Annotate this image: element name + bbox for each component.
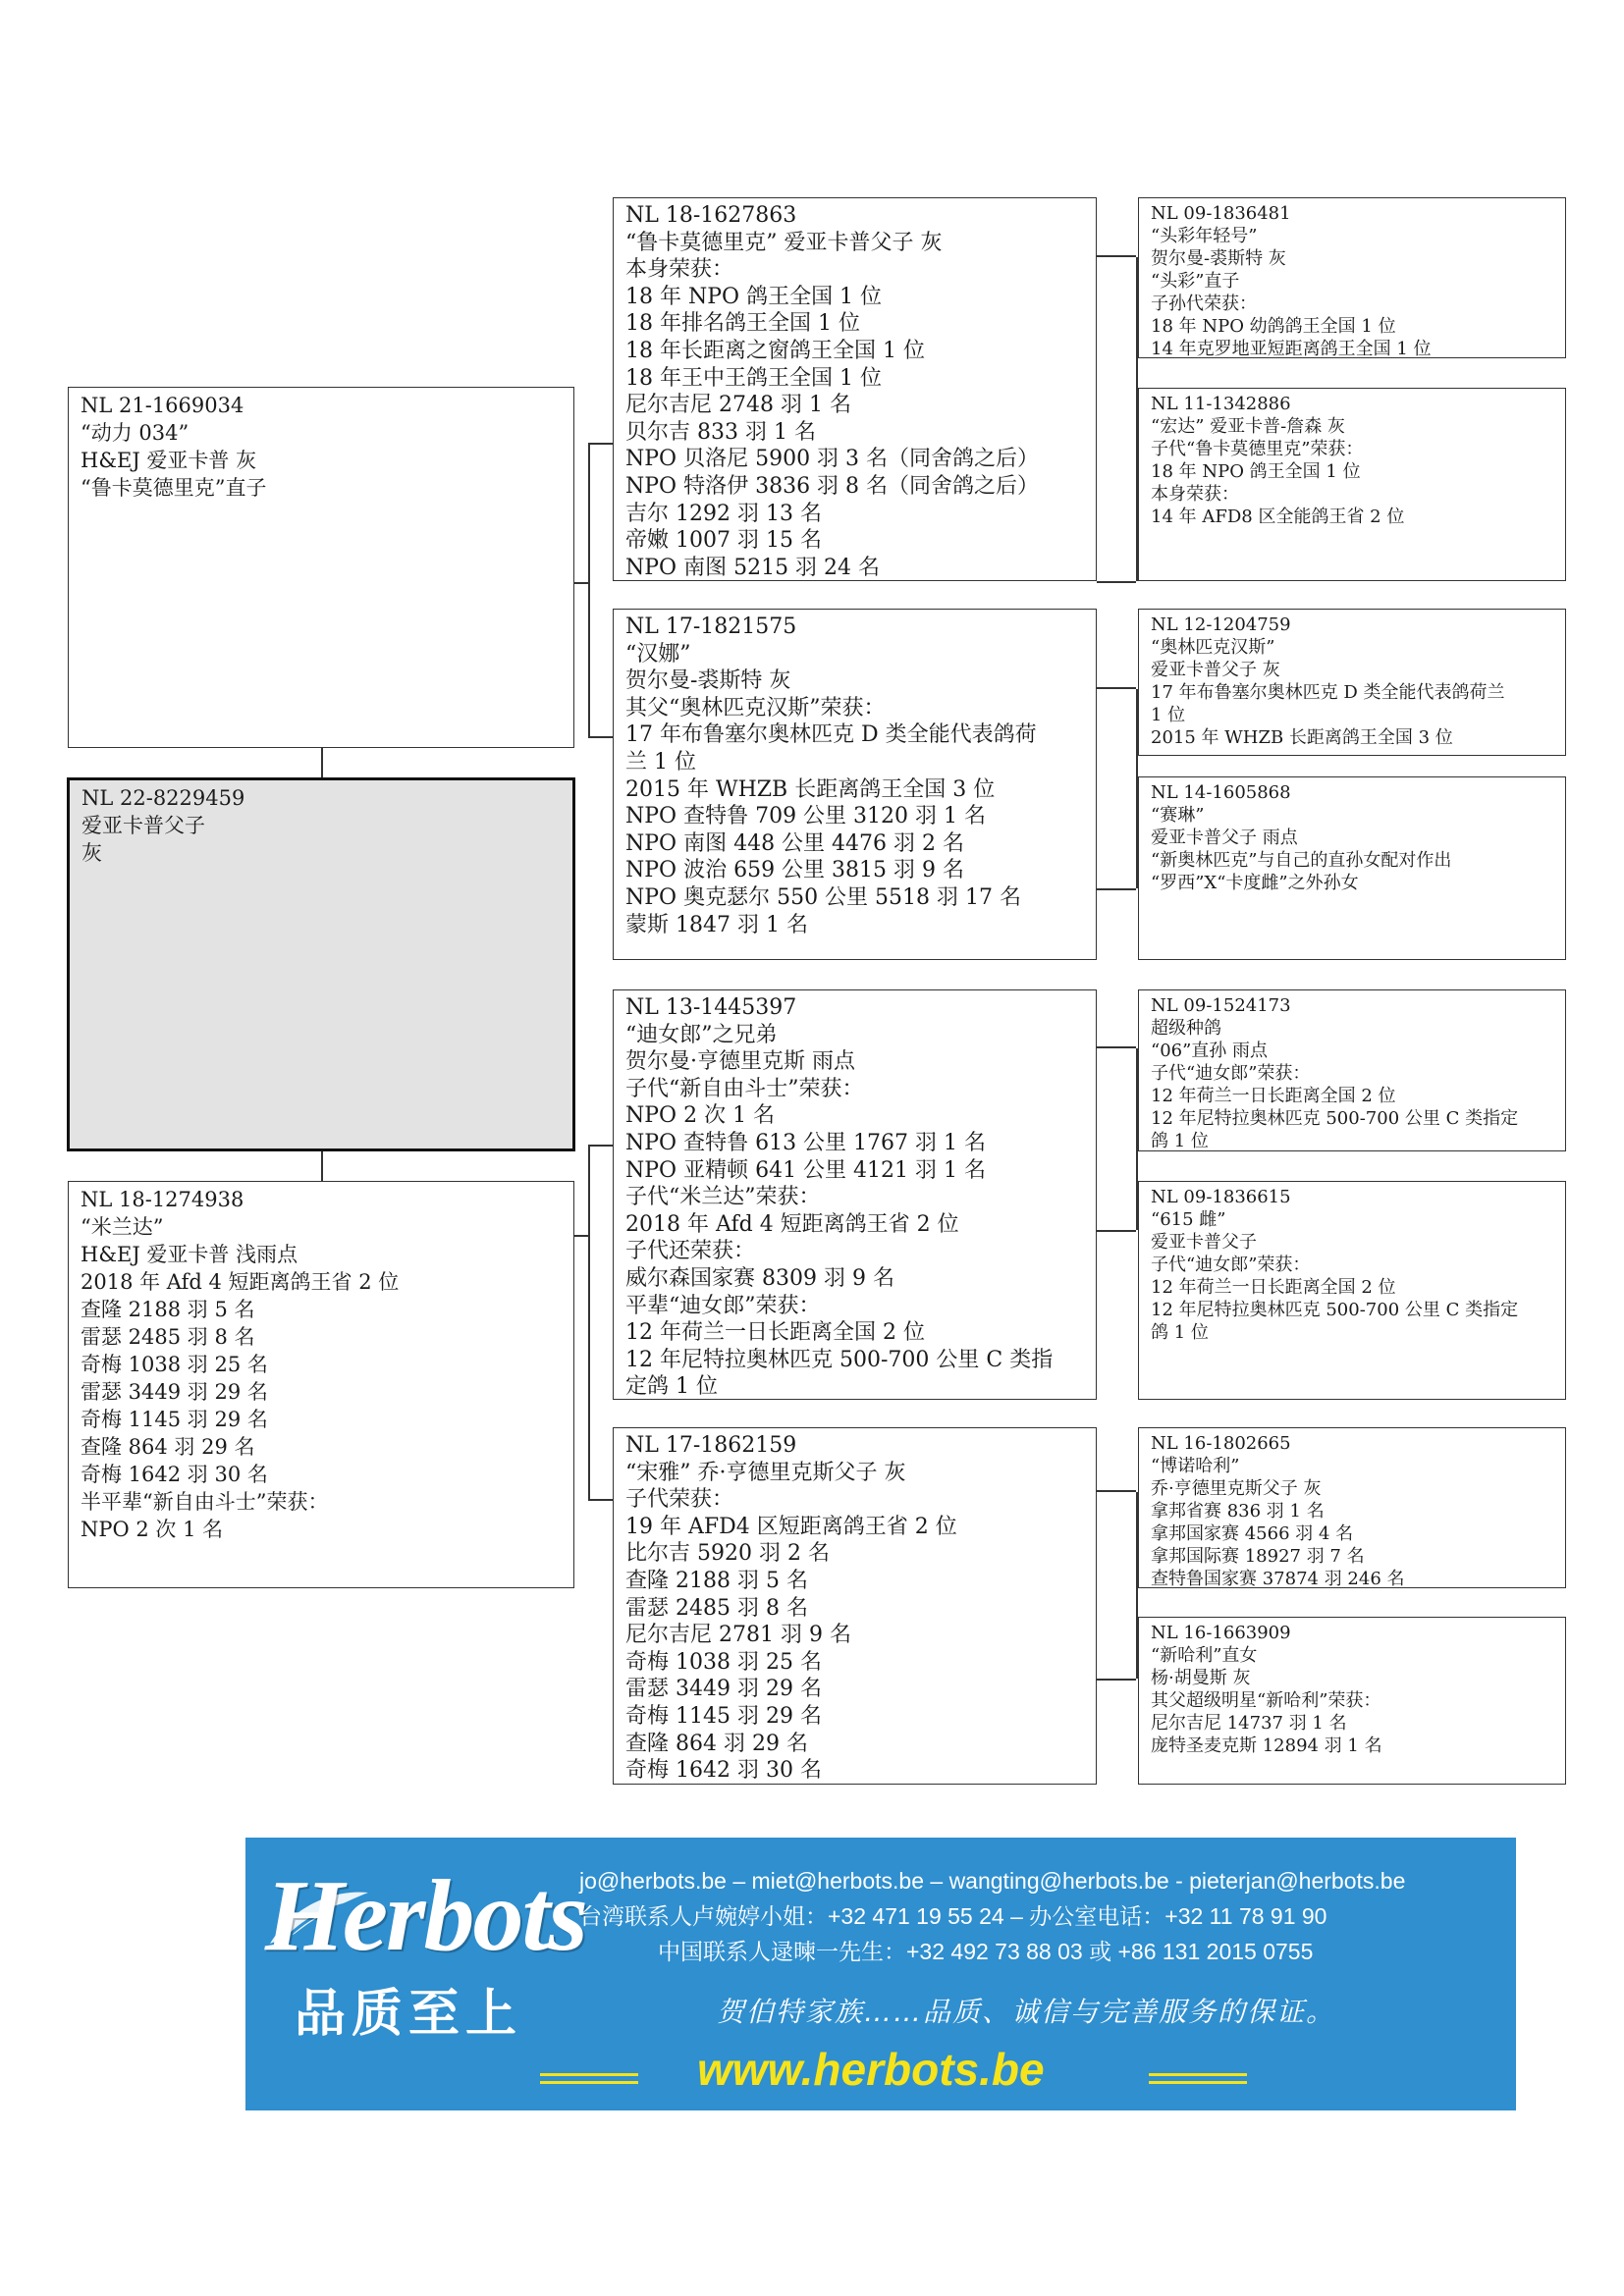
pedigree-line: 贝尔吉 833 羽 1 名	[625, 419, 816, 445]
pedigree-line: “米兰达”	[81, 1215, 164, 1239]
connector-g2c-h	[1097, 1046, 1136, 1048]
pedigree-line: 定鸽 1 位	[625, 1374, 718, 1400]
pedigree-line: 子代还荣获：	[625, 1239, 756, 1264]
pedigree-line: 子代荣获：	[625, 1487, 734, 1513]
pedigree-line: 奇梅 1145 羽 29 名	[81, 1408, 268, 1431]
pedigree-line: 奇梅 1642 羽 30 名	[625, 1758, 822, 1784]
pedigree-line: 爱亚卡普父子	[81, 814, 205, 837]
pedigree-line: “宋雅” 乔·亨德里克斯父子 灰	[625, 1460, 906, 1485]
pedigree-line: “动力 034”	[81, 421, 189, 445]
pedigree-line: “迪女郎”之兄弟	[625, 1022, 778, 1047]
pedigree-line: 2018 年 Afd 4 短距离鸽王省 2 位	[625, 1211, 959, 1237]
pedigree-line: 爱亚卡普父子 灰	[1151, 660, 1280, 680]
pedigree-line: 杨·胡曼斯 灰	[1151, 1668, 1251, 1688]
connector-dam-stub	[574, 1235, 588, 1237]
pedigree-line: 14 年 AFD8 区全能鸽王省 2 位	[1151, 507, 1405, 527]
pedigree-line: “博诺哈利”	[1151, 1456, 1240, 1476]
pedigree-line: NL 17-1862159	[625, 1433, 797, 1458]
pedigree-line: 贺尔曼-裘斯特 灰	[625, 668, 791, 694]
pedigree-line: 18 年 NPO 幼鸽鸽王全国 1 位	[1151, 316, 1396, 337]
herbots-footer-banner	[245, 1838, 1516, 2110]
pedigree-line: NPO 南图 5215 羽 24 名	[625, 555, 881, 580]
pedigree-line: 尼尔吉尼 2781 羽 9 名	[625, 1623, 851, 1648]
pedigree-line: NL 09-1836481	[1151, 203, 1291, 224]
pedigree-line: 2015 年 WHZB 长距离鸽王全国 3 位	[1151, 727, 1453, 748]
pedigree-line: 14 年克罗地亚短距离鸽王全国 1 位	[1151, 339, 1432, 358]
pedigree-line: 平辈“迪女郎”荣获：	[625, 1293, 821, 1318]
pedigree-line: 本身荣获：	[625, 257, 734, 283]
pedigree-line: 鸽 1 位	[1151, 1322, 1209, 1343]
pedigree-line: “鲁卡莫德里克”直子	[81, 476, 267, 500]
connector-g2c-b	[1097, 1230, 1136, 1232]
pedigree-line: 18 年王中王鸽王全国 1 位	[625, 365, 882, 391]
pedigree-line: 查隆 2188 羽 5 名	[625, 1568, 808, 1593]
pedigree-line: NPO 南图 448 公里 4476 羽 2 名	[625, 830, 965, 856]
pedigree-line: “宏达” 爱亚卡普-詹森 灰	[1151, 416, 1345, 437]
pedigree-line: NPO 2 次 1 名	[625, 1103, 776, 1129]
pedigree-line: 蒙斯 1847 羽 1 名	[625, 912, 808, 937]
pedigree-line: 雷瑟 2485 羽 8 名	[625, 1595, 808, 1621]
pedigree-line: NL 16-1802665	[1151, 1433, 1291, 1454]
pedigree-line: 2018 年 Afd 4 短距离鸽王省 2 位	[81, 1270, 400, 1294]
pedigree-line: NPO 奥克瑟尔 550 公里 5518 羽 17 名	[625, 884, 1022, 910]
connector-g2d-h	[1097, 1490, 1136, 1492]
pedigree-line: H&EJ 爱亚卡普 灰	[81, 449, 257, 472]
footer-rule-left	[540, 2073, 638, 2076]
pedigree-line: 雷瑟 2485 羽 8 名	[81, 1325, 255, 1349]
pedigree-line: 超级种鸽	[1151, 1018, 1221, 1039]
pedigree-line: “615 雌”	[1151, 1209, 1226, 1230]
pedigree-box-gen3-2	[1138, 388, 1566, 581]
pedigree-line: “赛琳”	[1151, 805, 1205, 826]
footer-contact-block	[579, 1863, 1405, 1969]
pedigree-line: NPO 贝洛尼 5900 羽 3 名（同舍鸽之后）	[625, 447, 1040, 472]
pedigree-line: 18 年 NPO 鸽王全国 1 位	[625, 284, 883, 309]
pedigree-box-gen3-3	[1138, 609, 1566, 756]
connector-dam-vertical	[588, 1145, 590, 1500]
pedigree-line: NPO 2 次 1 名	[81, 1518, 224, 1541]
footer-rule-right	[1149, 2073, 1247, 2076]
connector-sire-stub	[574, 582, 588, 584]
pedigree-line: 子代“鲁卡莫德里克”荣获：	[1151, 439, 1364, 459]
pedigree-line: 12 年尼特拉奥林匹克 500-700 公里 C 类指定	[1151, 1300, 1519, 1320]
pedigree-line: 1 位	[1151, 705, 1186, 725]
pedigree-line: 17 年布鲁塞尔奥林匹克 D 类全能代表鸽荷	[625, 722, 1037, 748]
pedigree-box-gen2-4	[613, 1427, 1097, 1785]
pedigree-line: 爱亚卡普父子	[1151, 1232, 1257, 1253]
pedigree-line: NL 17-1821575	[625, 614, 797, 639]
pedigree-line: 爱亚卡普父子 雨点	[1151, 828, 1298, 848]
pedigree-line: NL 14-1605868	[1151, 782, 1291, 803]
connector-g2a-b	[1097, 581, 1136, 583]
footer-china-contact: 中国联系人逯暕一先生：+32 492 73 88 03 或 +86 131 2015 0755	[658, 1939, 1314, 1964]
pedigree-line: 12 年荷兰一日长距离全国 2 位	[1151, 1086, 1396, 1106]
pedigree-line: 查隆 864 羽 29 名	[81, 1435, 255, 1459]
pedigree-line: 18 年 NPO 鸽王全国 1 位	[1151, 461, 1361, 482]
pedigree-line: 17 年布鲁塞尔奥林匹克 D 类全能代表鸽荷兰	[1151, 682, 1505, 703]
pedigree-line: 拿邦国际赛 18927 羽 7 名	[1151, 1546, 1365, 1567]
pedigree-line: 鸽 1 位	[1151, 1131, 1209, 1151]
pedigree-line: NL 13-1445397	[625, 995, 797, 1020]
pedigree-line: 18 年长距离之窗鸽王全国 1 位	[625, 338, 925, 363]
pedigree-line: NL 09-1836615	[1151, 1187, 1291, 1207]
pedigree-box-gen2-2	[613, 609, 1097, 960]
connector-dam-bottom	[588, 1499, 613, 1501]
pedigree-line: 拿邦国家赛 4566 羽 4 名	[1151, 1523, 1354, 1544]
pedigree-box-gen2-3	[613, 989, 1097, 1400]
connector-gen1-vertical-bottom	[321, 1151, 323, 1181]
pedigree-line: 查特鲁国家赛 37874 羽 246 名	[1151, 1569, 1405, 1588]
pedigree-line: NL 12-1204759	[1151, 614, 1291, 635]
footer-emails[interactable]: jo@herbots.be – miet@herbots.be – wangting@herbots.be - pieterjan@herbots.be	[579, 1868, 1406, 1894]
footer-slogan: 贺伯特家族……品质、诚信与完善服务的保证。	[717, 1996, 1336, 2028]
pedigree-line: 尼尔吉尼 2748 羽 1 名	[625, 393, 851, 418]
pedigree-line: 奇梅 1145 羽 29 名	[625, 1703, 822, 1729]
pedigree-line: 庞特圣麦克斯 12894 羽 1 名	[1151, 1735, 1382, 1756]
pedigree-line: H&EJ 爱亚卡普 浅雨点	[81, 1243, 298, 1266]
pedigree-box-gen3-7	[1138, 1427, 1566, 1588]
pedigree-line: “新哈利”直女	[1151, 1645, 1258, 1666]
footer-rule-left-2	[540, 2081, 638, 2084]
connector-sire-bottom	[588, 736, 613, 738]
connector-g2b-b	[1097, 888, 1136, 890]
pedigree-line: 18 年排名鸽王全国 1 位	[625, 311, 860, 337]
pedigree-line: 查隆 864 羽 29 名	[625, 1731, 808, 1756]
connector-g2b-h	[1097, 687, 1136, 689]
pedigree-box-gen3-5	[1138, 989, 1566, 1151]
pedigree-box-subject	[67, 777, 575, 1151]
footer-taiwan-contact: 台湾联系人卢婉婷小姐：+32 471 19 55 24 – 办公室电话：+32 11 78 91 90	[579, 1903, 1327, 1929]
pedigree-line: 12 年尼特拉奥林匹克 500-700 公里 C 类指	[625, 1347, 1054, 1372]
connector-g2d-b	[1097, 1679, 1136, 1681]
pedigree-line: 吉尔 1292 羽 13 名	[625, 501, 822, 526]
pedigree-line: “头彩”直子	[1151, 271, 1240, 292]
pedigree-line: 19 年 AFD4 区短距离鸽王省 2 位	[625, 1514, 957, 1539]
pedigree-line: “鲁卡莫德里克” 爱亚卡普父子 灰	[625, 230, 943, 255]
pedigree-box-gen2-1	[613, 197, 1097, 581]
pedigree-line: 威尔森国家赛 8309 羽 9 名	[625, 1265, 894, 1291]
connector-sire-vertical	[588, 443, 590, 737]
pedigree-line: NPO 波治 659 公里 3815 羽 9 名	[625, 858, 965, 883]
pedigree-box-gen3-8	[1138, 1617, 1566, 1785]
pedigree-line: 兰 1 位	[625, 749, 696, 774]
pedigree-line: 本身荣获：	[1151, 484, 1239, 505]
pedigree-line: NL 18-1627863	[625, 203, 797, 228]
pedigree-line: 半平辈“新自由斗士”荣获：	[81, 1490, 329, 1514]
pedigree-line: 乔·亨德里克斯父子 灰	[1151, 1478, 1322, 1499]
pedigree-line: “罗西”X“卡度雌”之外孙女	[1151, 873, 1359, 893]
pedigree-box-sire	[68, 387, 574, 748]
herbots-logo: Herbots	[265, 1859, 586, 1972]
connector-sire-top	[588, 443, 613, 445]
pedigree-line: 其父超级明星“新哈利”荣获：	[1151, 1690, 1381, 1711]
pedigree-line: 12 年尼特拉奥林匹克 500-700 公里 C 类指定	[1151, 1108, 1519, 1129]
pedigree-line: 子代“米兰达”荣获：	[625, 1185, 821, 1210]
pedigree-line: 比尔吉 5920 羽 2 名	[625, 1541, 830, 1567]
pedigree-line: 雷瑟 3449 羽 29 名	[81, 1380, 268, 1404]
pedigree-line: 雷瑟 3449 羽 29 名	[625, 1677, 822, 1702]
pedigree-line: NPO 亚精顿 641 公里 4121 羽 1 名	[625, 1157, 987, 1183]
pedigree-line: “新奥林匹克”与自己的直孙女配对作出	[1151, 850, 1452, 871]
pedigree-line: 12 年荷兰一日长距离全国 2 位	[1151, 1277, 1396, 1298]
pedigree-line: 2015 年 WHZB 长距离鸽王全国 3 位	[625, 776, 996, 802]
pedigree-line: NPO 查特鲁 613 公里 1767 羽 1 名	[625, 1130, 987, 1155]
pedigree-line: “头彩年轻号”	[1151, 226, 1258, 246]
footer-website-link[interactable]: www.herbots.be	[697, 2044, 1045, 2095]
pedigree-line: “06”直孙 雨点	[1151, 1041, 1269, 1061]
pedigree-line: 子孙代荣获：	[1151, 294, 1257, 314]
pedigree-line: 奇梅 1038 羽 25 名	[81, 1353, 268, 1376]
pedigree-line: 尼尔吉尼 14737 羽 1 名	[1151, 1713, 1347, 1734]
pedigree-line: NL 22-8229459	[81, 786, 245, 810]
footer-tagline: 品质至上	[295, 1985, 523, 2044]
pedigree-line: NL 21-1669034	[81, 394, 244, 417]
pedigree-line: 帝嫩 1007 羽 15 名	[625, 528, 822, 554]
connector-g2a-h	[1097, 255, 1136, 257]
pedigree-line: 子代“迪女郎”荣获：	[1151, 1063, 1311, 1084]
pedigree-line: 12 年荷兰一日长距离全国 2 位	[625, 1320, 925, 1346]
connector-gen1-vertical-top	[321, 748, 323, 777]
pedigree-line: NL 18-1274938	[81, 1188, 244, 1211]
pedigree-line: 奇梅 1642 羽 30 名	[81, 1463, 268, 1486]
pedigree-line: “汉娜”	[625, 641, 691, 667]
footer-rule-right-2	[1149, 2081, 1247, 2084]
pedigree-line: 其父“奥林匹克汉斯”荣获：	[625, 695, 886, 721]
pedigree-line: 拿邦省赛 836 羽 1 名	[1151, 1501, 1325, 1522]
pedigree-line: 查隆 2188 羽 5 名	[81, 1298, 255, 1321]
pedigree-box-gen3-6	[1138, 1181, 1566, 1400]
pedigree-box-gen3-4	[1138, 776, 1566, 960]
pedigree-line: NPO 查特鲁 709 公里 3120 羽 1 名	[625, 804, 987, 829]
pedigree-line: 灰	[81, 841, 102, 865]
pedigree-line: NL 11-1342886	[1151, 394, 1291, 414]
pedigree-line: 子代“新自由斗士”荣获：	[625, 1076, 864, 1101]
pedigree-line: 贺尔曼-裘斯特 灰	[1151, 248, 1286, 269]
pedigree-line: “奥林匹克汉斯”	[1151, 637, 1275, 658]
pedigree-box-gen3-1	[1138, 197, 1566, 358]
pedigree-line: NPO 特洛伊 3836 羽 8 名（同舍鸽之后）	[625, 473, 1040, 499]
pedigree-line: 子代“迪女郎”荣获：	[1151, 1255, 1311, 1275]
connector-dam-top	[588, 1145, 613, 1147]
pedigree-line: 奇梅 1038 羽 25 名	[625, 1649, 822, 1675]
pedigree-line: NL 09-1524173	[1151, 995, 1291, 1016]
pedigree-box-dam	[68, 1181, 574, 1588]
pedigree-line: 贺尔曼·亨德里克斯 雨点	[625, 1049, 855, 1075]
pedigree-line: NL 16-1663909	[1151, 1623, 1291, 1643]
